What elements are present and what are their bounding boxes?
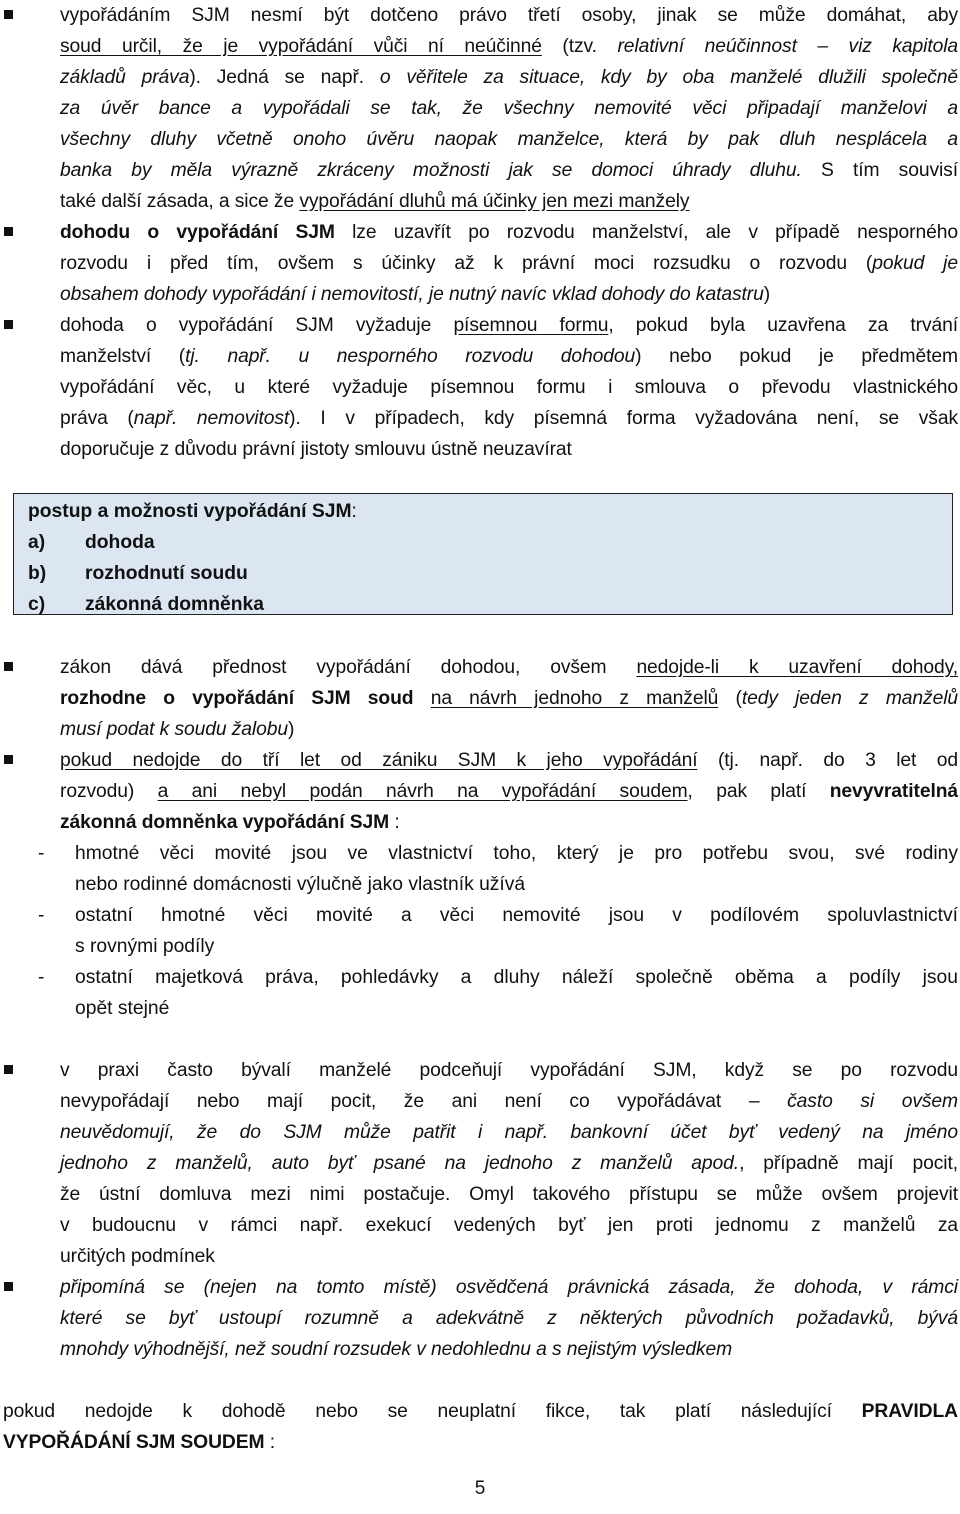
dash-marker: - — [38, 843, 45, 864]
paragraph-court-decision — [60, 652, 958, 745]
text-line: práva (např. nemovitost). I v případech, kdy písemná forma vyžadována není, se však — [60, 408, 958, 429]
text-line: jednoho z manželů, auto byť psané na jednoho z manželů apod., případně mají pocit, — [60, 1153, 958, 1174]
text-line: také další zásada, a sice že vypořádání dluhů má účinky jen mezi manžely — [60, 191, 690, 212]
dash-item — [75, 838, 958, 900]
text-line: musí podat k soudu žalobu) — [60, 719, 295, 740]
text-line: nebo rodinné domácnosti výlučně jako vlastník užívá — [75, 874, 526, 895]
box-title: postup a možnosti vypořádání SJM: — [28, 501, 357, 522]
text-line: rozvodu) a ani nebyl podán návrh na vypořádání soudem, pak platí nevyvratitelná — [60, 781, 959, 802]
text-line: banka by měla výrazně zkráceny možnosti jak se domoci úhrady dluhu. S tím souvisí — [60, 160, 958, 181]
text-line: pokud nedojde do tří let od zániku SJM k jeho vypořádání (tj. např. do 3 let od — [60, 750, 958, 771]
text-line: manželství (tj. např. u nesporného rozvodu dohodou) nebo pokud je předmětem — [60, 346, 958, 367]
list-item: zákonná domněnka — [85, 594, 264, 615]
text-line: s rovnými podíly — [75, 936, 215, 957]
paragraph-legal-principle — [60, 1272, 958, 1365]
text-line: rozvodu i před tím, ovšem s účinky až k právní moci rozsudku o rozvodu (pokud je — [60, 253, 958, 274]
text-line: které se byť ustoupí rozumně a adekvátně z některých původních požadavků, bývá — [60, 1308, 958, 1329]
text-line: VYPOŘÁDÁNÍ SJM SOUDEM : — [3, 1432, 275, 1453]
bullet-icon — [4, 662, 13, 671]
text-line: základů práva). Jedná se např. o věřitele za situace, kdy by oba manželé dlužili společně — [60, 67, 958, 88]
bullet-icon — [4, 320, 13, 329]
list-label: a) — [28, 532, 46, 553]
text-line: dohoda o vypořádání SJM vyžaduje písemnou formu, pokud byla uzavřena za trvání — [60, 315, 959, 336]
text-line: v praxi často bývalí manželé podceňují vypořádání SJM, když se po rozvodu — [60, 1060, 958, 1081]
dash-marker: - — [38, 967, 45, 988]
text-line: nevypořádají nebo mají pocit, že ani není co vypořádávat – často si ovšem — [60, 1091, 958, 1112]
procedure-box — [13, 493, 953, 615]
text-line: zákon dává přednost vypořádání dohodou, ovšem nedojde-li k uzavření dohody, — [60, 657, 958, 678]
text-line: pokud nedojde k dohodě nebo se neuplatní fikce, tak platí následující PRAVIDLA — [3, 1401, 958, 1422]
list-item: dohoda — [85, 532, 155, 553]
text-line: připomíná se (nejen na tomto místě) osvědčená právnická zásada, že dohoda, v rámci — [60, 1277, 958, 1298]
text-line: mnohdy výhodnější, než soudní rozsudek v nedohlednu a s nejistým výsledkem — [60, 1339, 733, 1360]
paragraph-court-rules-intro — [3, 1396, 958, 1458]
paragraph-agreement-timing — [60, 217, 958, 310]
text-line: ostatní majetková práva, pohledávky a dluhy náleží společně oběma a podíly jsou — [75, 967, 958, 988]
paragraph-legal-presumption — [60, 745, 958, 838]
dash-marker: - — [38, 905, 45, 926]
page-number: 5 — [474, 1478, 486, 1499]
text-line: opět stejné — [75, 998, 170, 1019]
text-line: soud určil, že je vypořádání vůči ní neúčinné (tzv. relativní neúčinnost – viz kapitola — [60, 36, 959, 57]
text-line: vypořádáním SJM nesmí být dotčeno právo třetí osoby, jinak se může domáhat, aby — [60, 5, 958, 26]
text-line: neuvědomují, že do SJM může patřit i např. bankovní účet byť vedený na jméno — [60, 1122, 958, 1143]
list-label: b) — [28, 563, 47, 584]
bullet-icon — [4, 755, 13, 764]
bullet-icon — [4, 227, 13, 236]
text-line: za úvěr bance a vypořádali se tak, že všechny nemovité věci připadají manželovi a — [60, 98, 958, 119]
text-line: určitých podmínek — [60, 1246, 215, 1267]
text-line: zákonná domněnka vypořádání SJM : — [60, 812, 400, 833]
text-line: ostatní hmotné věci movité a věci nemovité jsou v podílovém spoluvlastnictví — [75, 905, 958, 926]
list-label: c) — [28, 594, 46, 615]
paragraph-written-form — [60, 310, 958, 465]
list-item: rozhodnutí soudu — [85, 563, 248, 584]
text-line: že ústní domluva mezi nimi postačuje. Omyl takového přístupu se může ovšem projevit — [60, 1184, 958, 1205]
bullet-icon — [4, 1065, 13, 1074]
paragraph-practice-note — [60, 1055, 958, 1272]
text-line: dohodu o vypořádání SJM lze uzavřít po rozvodu manželství, ale v případě nesporného — [60, 222, 958, 243]
bullet-icon — [4, 1282, 13, 1291]
text-line: vypořádání věc, u které vyžaduje písemnou formu i smlouva o převodu vlastnického — [60, 377, 958, 398]
text-line: obsahem dohody vypořádání i nemovitostí, je nutný navíc vklad dohody do katastru) — [60, 284, 771, 305]
bullet-icon — [4, 10, 13, 19]
dash-item — [75, 962, 958, 1024]
text-line: v budoucnu v rámci např. exekucí vedených byť jen proti jednomu z manželů za — [60, 1215, 958, 1236]
text-line: doporučuje z důvodu právní jistoty smlouvu ústně neuzavírat — [60, 439, 572, 460]
dash-item — [75, 900, 958, 962]
text-line: rozhodne o vypořádání SJM soud na návrh jednoho z manželů (tedy jeden z manželů — [60, 688, 958, 709]
paragraph-sjm-third-party — [60, 0, 958, 217]
text-line: všechny dluhy včetně onoho úvěru naopak manželce, která by pak dluh nesplácela a — [60, 129, 958, 150]
text-line: hmotné věci movité jsou ve vlastnictví toho, který je pro potřebu svou, své rodiny — [75, 843, 958, 864]
